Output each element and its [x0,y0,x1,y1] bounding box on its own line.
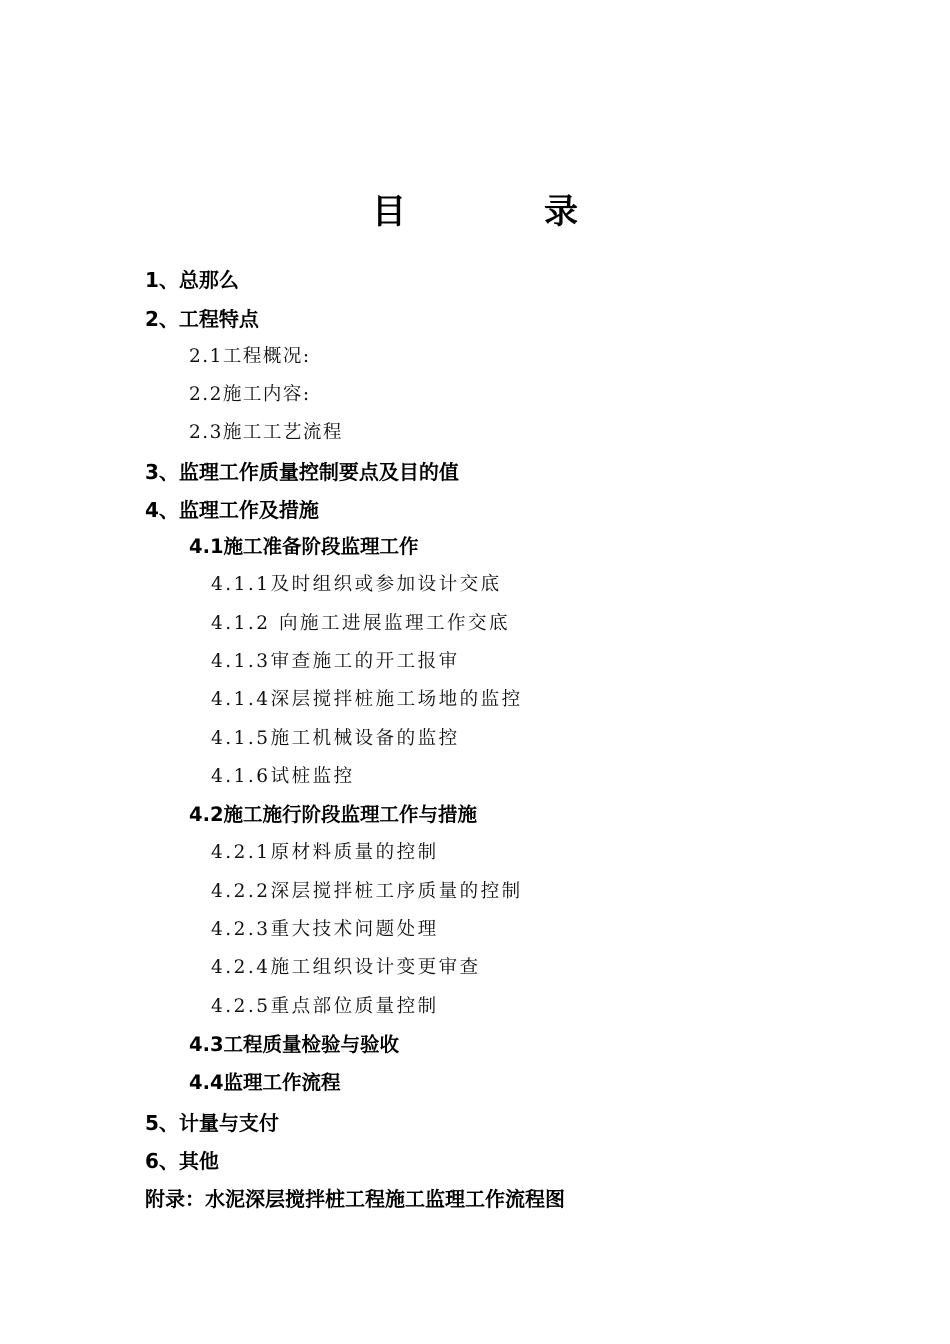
toc-item-4-1-6[interactable]: 4.1.6试桩监控 [211,766,355,787]
toc-item-4-2-4[interactable]: 4.2.4施工组织设计变更审查 [211,957,481,978]
toc-item-4-4[interactable]: 4.4监理工作流程 [189,1071,341,1094]
toc-item-4-3[interactable]: 4.3工程质量检验与验收 [189,1033,400,1056]
toc-item-4-1-5[interactable]: 4.1.5施工机械设备的监控 [211,728,460,749]
toc-item-4-1-1[interactable]: 4.1.1及时组织或参加设计交底 [211,574,502,595]
toc-item-4-2-1[interactable]: 4.2.1原材料质量的控制 [211,842,439,863]
toc-item-6[interactable]: 6、其他 [145,1149,219,1173]
toc-item-1[interactable]: 1、总那么 [145,268,239,292]
toc-item-3[interactable]: 3、监理工作质量控制要点及目的值 [145,460,459,484]
toc-item-4-1-4[interactable]: 4.1.4深层搅拌桩施工场地的监控 [211,689,523,710]
toc-item-2[interactable]: 2、工程特点 [145,307,259,331]
toc-item-2-3[interactable]: 2.3施工工艺流程 [189,422,343,443]
toc-item-4-2-3[interactable]: 4.2.3重大技术问题处理 [211,919,439,940]
toc-item-4[interactable]: 4、监理工作及措施 [145,498,319,522]
toc-item-4-1[interactable]: 4.1施工准备阶段监理工作 [189,535,419,558]
toc-item-4-2-2[interactable]: 4.2.2深层搅拌桩工序质量的控制 [211,881,523,902]
page-title: 目 录 [372,192,630,232]
toc-item-2-1[interactable]: 2.1工程概况: [189,346,311,367]
toc-item-appendix[interactable]: 附录：水泥深层搅拌桩工程施工监理工作流程图 [145,1187,565,1211]
toc-item-4-1-3[interactable]: 4.1.3审查施工的开工报审 [211,651,460,672]
toc-item-2-2[interactable]: 2.2施工内容: [189,384,311,405]
toc-item-5[interactable]: 5、计量与支付 [145,1111,279,1135]
toc-item-4-2[interactable]: 4.2施工施行阶段监理工作与措施 [189,803,478,826]
toc-item-4-2-5[interactable]: 4.2.5重点部位质量控制 [211,996,439,1017]
toc-item-4-1-2[interactable]: 4.1.2 向施工进展监理工作交底 [211,613,510,634]
